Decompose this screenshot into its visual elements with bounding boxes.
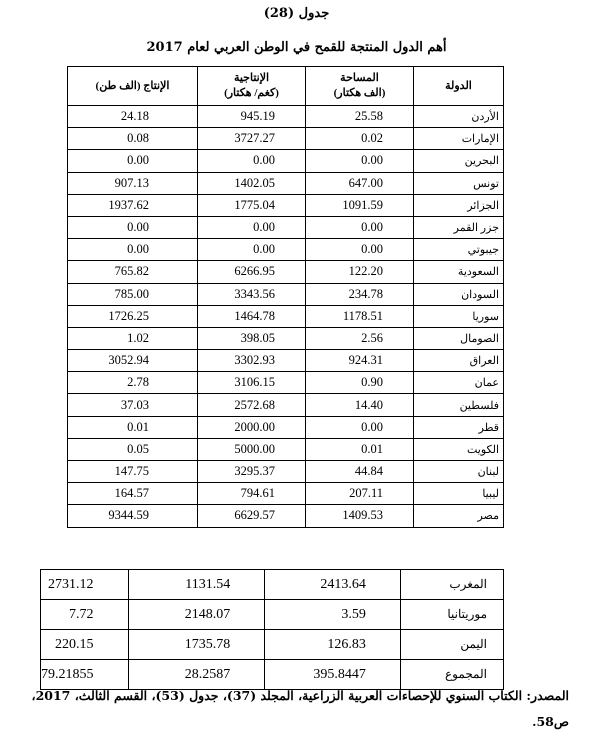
area-cell: 126.83 [265, 630, 401, 660]
table-title: أهم الدول المنتجة للقمح في الوطن العربي لعام 2017 [146, 40, 447, 55]
table-row [68, 150, 504, 172]
production-cell: 1.02 [68, 327, 198, 349]
country-cell: العراق [414, 350, 504, 372]
production-cell: 0.00 [68, 239, 198, 261]
area-cell: 207.11 [306, 483, 414, 505]
production-cell: 907.13 [68, 172, 198, 194]
table-row [68, 216, 504, 238]
area-cell: 0.90 [306, 372, 414, 394]
productivity-cell: 3343.56 [198, 283, 306, 305]
country-cell: الكويت [414, 438, 504, 460]
area-cell: 44.84 [306, 461, 414, 483]
country-cell: جزر القمر [414, 216, 504, 238]
area-cell: 122.20 [306, 261, 414, 283]
country-cell: الأردن [414, 106, 504, 128]
table-row [68, 327, 504, 349]
table-row [41, 630, 504, 660]
area-cell: 14.40 [306, 394, 414, 416]
wheat-table-continued [40, 569, 504, 690]
production-cell: 147.75 [68, 461, 198, 483]
production-cell: 1937.62 [68, 194, 198, 216]
production-cell: 0.05 [68, 438, 198, 460]
area-cell: 395.8447 [265, 660, 401, 690]
area-cell: 0.00 [306, 239, 414, 261]
production-cell: 3052.94 [68, 350, 198, 372]
production-cell: 2731.12 [41, 570, 129, 600]
productivity-cell: 6266.95 [198, 261, 306, 283]
wheat-table [67, 66, 504, 528]
country-cell: موريتانيا [400, 600, 503, 630]
area-cell: 924.31 [306, 350, 414, 372]
production-cell: 0.00 [68, 216, 198, 238]
productivity-cell: 3295.37 [198, 461, 306, 483]
productivity-cell: 3727.27 [198, 128, 306, 150]
country-cell: الصومال [414, 327, 504, 349]
table-row [68, 194, 504, 216]
productivity-cell: 1402.05 [198, 172, 306, 194]
area-cell: 0.00 [306, 216, 414, 238]
area-cell: 1091.59 [306, 194, 414, 216]
area-cell: 647.00 [306, 172, 414, 194]
source-note: المصدر: الكتاب السنوي للإحصاءات العربية الزراعية، المجلد (37)، جدول (53)، القسم الثالث، 2017، ص58. [31, 688, 569, 729]
table-row [68, 372, 504, 394]
country-cell: قطر [414, 416, 504, 438]
country-cell: البحرين [414, 150, 504, 172]
productivity-cell: 945.19 [198, 106, 306, 128]
table-row [41, 570, 504, 600]
table-row [68, 305, 504, 327]
country-cell: لبنان [414, 461, 504, 483]
table-row [68, 483, 504, 505]
productivity-cell: 1735.78 [128, 630, 265, 660]
area-cell: 0.01 [306, 438, 414, 460]
table-number-title: جدول (28) [263, 6, 330, 21]
production-cell: 24.18 [68, 106, 198, 128]
productivity-cell: 2148.07 [128, 600, 265, 630]
area-cell: 1409.53 [306, 505, 414, 527]
country-cell: عمان [414, 372, 504, 394]
country-cell: ليبيا [414, 483, 504, 505]
country-cell: اليمن [400, 630, 503, 660]
area-cell: 25.58 [306, 106, 414, 128]
production-cell: 37.03 [68, 394, 198, 416]
area-cell: 234.78 [306, 283, 414, 305]
table-header-row [68, 67, 504, 106]
productivity-cell: 2000.00 [198, 416, 306, 438]
production-cell: 164.57 [68, 483, 198, 505]
area-cell: 0.02 [306, 128, 414, 150]
production-cell: 0.00 [68, 150, 198, 172]
area-cell: 1178.51 [306, 305, 414, 327]
productivity-cell: 1464.78 [198, 305, 306, 327]
header-production: الإنتاج (الف طن) [68, 67, 198, 106]
productivity-cell: 398.05 [198, 327, 306, 349]
productivity-cell: 0.00 [198, 239, 306, 261]
table-row [68, 283, 504, 305]
table-row [41, 600, 504, 630]
table-row [68, 461, 504, 483]
productivity-cell: 28.2587 [128, 660, 265, 690]
production-cell: 79.21855 [41, 660, 129, 690]
country-cell: السعودية [414, 261, 504, 283]
table-row [68, 172, 504, 194]
productivity-cell: 794.61 [198, 483, 306, 505]
table-row [68, 128, 504, 150]
table-row [68, 438, 504, 460]
table-body-continued [41, 570, 504, 690]
table-row [68, 394, 504, 416]
productivity-cell: 1131.54 [128, 570, 265, 600]
production-cell: 765.82 [68, 261, 198, 283]
productivity-cell: 6629.57 [198, 505, 306, 527]
country-cell: المجموع [400, 660, 503, 690]
table-row [68, 416, 504, 438]
productivity-cell: 3302.93 [198, 350, 306, 372]
area-cell: 2413.64 [265, 570, 401, 600]
table-row [68, 505, 504, 527]
country-cell: الجزائر [414, 194, 504, 216]
productivity-cell: 3106.15 [198, 372, 306, 394]
country-cell: مصر [414, 505, 504, 527]
area-cell: 0.00 [306, 416, 414, 438]
header-area: المساحة (الف هكتار) [306, 67, 414, 106]
production-cell: 0.01 [68, 416, 198, 438]
country-cell: المغرب [400, 570, 503, 600]
country-cell: سوريا [414, 305, 504, 327]
area-cell: 3.59 [265, 600, 401, 630]
country-cell: السودان [414, 283, 504, 305]
production-cell: 785.00 [68, 283, 198, 305]
productivity-cell: 0.00 [198, 216, 306, 238]
table-row [68, 350, 504, 372]
production-cell: 2.78 [68, 372, 198, 394]
production-cell: 0.08 [68, 128, 198, 150]
productivity-cell: 0.00 [198, 150, 306, 172]
production-cell: 1726.25 [68, 305, 198, 327]
productivity-cell: 2572.68 [198, 394, 306, 416]
production-cell: 9344.59 [68, 505, 198, 527]
area-cell: 0.00 [306, 150, 414, 172]
table-row [68, 106, 504, 128]
country-cell: جيبوتي [414, 239, 504, 261]
country-cell: الإمارات [414, 128, 504, 150]
header-productivity: الإنتاجية (كغم/ هكتار) [198, 67, 306, 106]
header-country: الدولة [414, 67, 504, 106]
table-row [68, 261, 504, 283]
production-cell: 220.15 [41, 630, 129, 660]
production-cell: 7.72 [41, 600, 129, 630]
country-cell: تونس [414, 172, 504, 194]
productivity-cell: 1775.04 [198, 194, 306, 216]
area-cell: 2.56 [306, 327, 414, 349]
country-cell: فلسطين [414, 394, 504, 416]
table-body [68, 106, 504, 528]
productivity-cell: 5000.00 [198, 438, 306, 460]
table-row [68, 239, 504, 261]
